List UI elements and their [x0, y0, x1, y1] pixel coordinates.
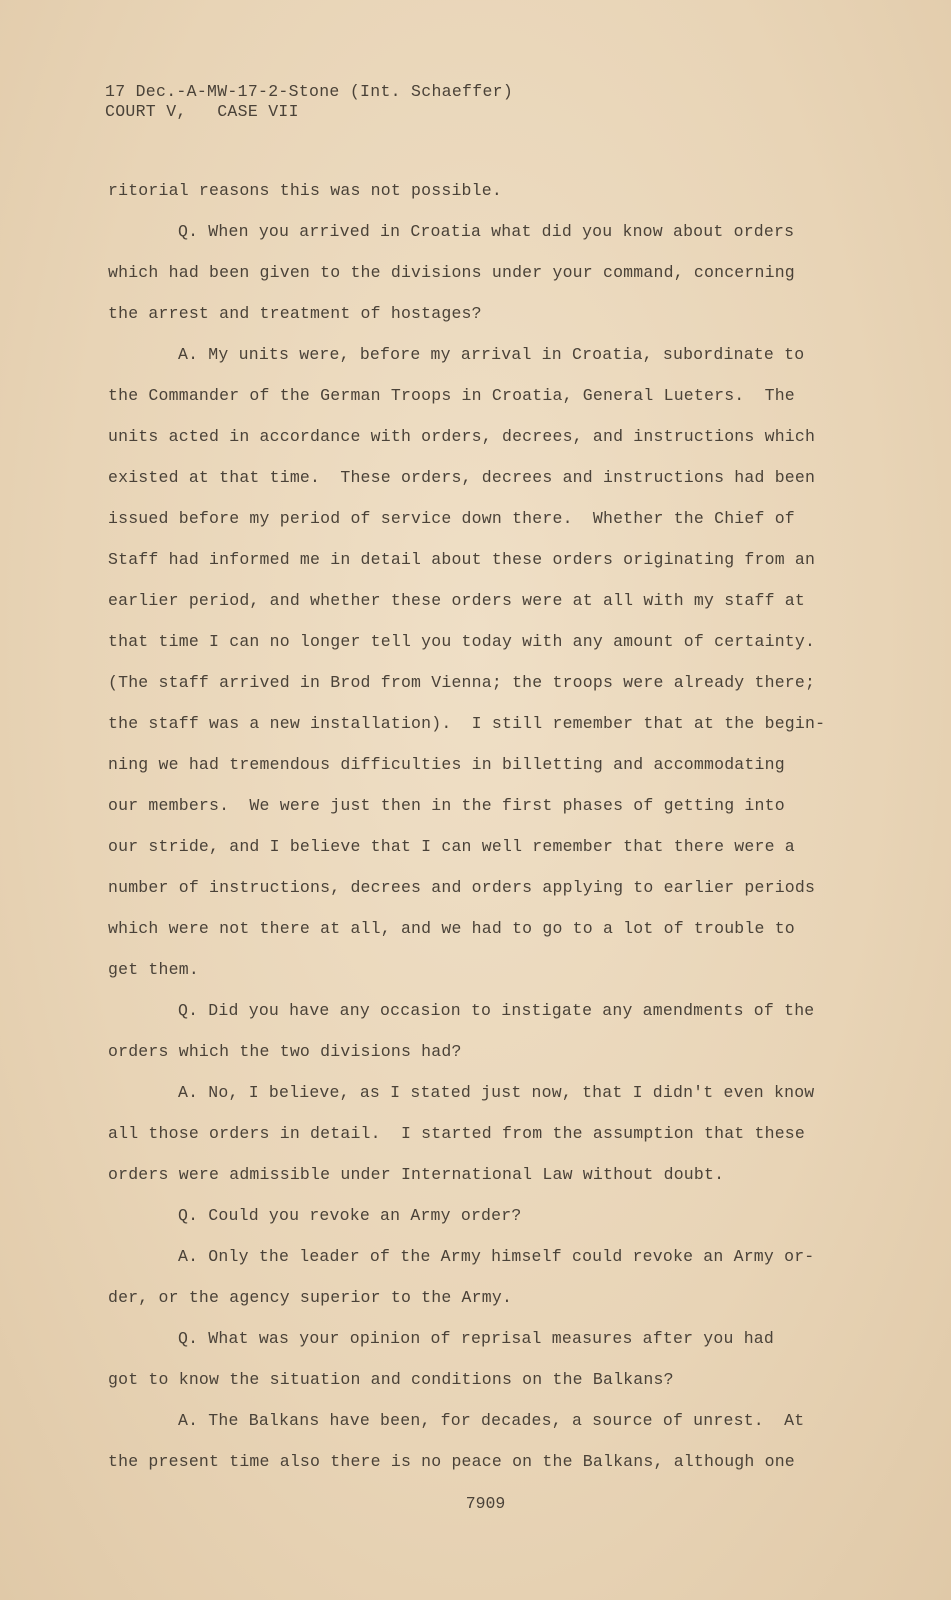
transcript-line: the Commander of the German Troops in Croatia, General Lueters. The — [108, 386, 795, 405]
header-court-case: COURT V, CASE VII — [105, 102, 299, 121]
transcript-line: orders which the two divisions had? — [108, 1042, 462, 1061]
transcript-line: existed at that time. These orders, decrees and instructions had been — [108, 468, 816, 487]
answer-line: A. The Balkans have been, for decades, a source of unrest. At — [178, 1411, 805, 1430]
document-header — [105, 82, 513, 122]
transcript-line: ritorial reasons this was not possible. — [108, 181, 502, 200]
transcript-line: which had been given to the divisions under your command, concerning — [108, 263, 795, 282]
transcript-line: units acted in accordance with orders, decrees, and instructions which — [108, 427, 816, 446]
transcript-line: der, or the agency superior to the Army. — [108, 1288, 513, 1307]
answer-line: A. Only the leader of the Army himself could revoke an Army or- — [178, 1247, 815, 1266]
transcript-line: which were not there at all, and we had to go to a lot of trouble to — [108, 919, 795, 938]
question-line: Q. Did you have any occasion to instigate any amendments of the — [178, 1001, 815, 1020]
transcript-line: issued before my period of service down there. Whether the Chief of — [108, 509, 795, 528]
transcript-line: number of instructions, decrees and orders applying to earlier periods — [108, 878, 816, 897]
transcript-line: that time I can no longer tell you today with any amount of certainty. — [108, 632, 816, 651]
question-line: Q. When you arrived in Croatia what did you know about orders — [178, 222, 795, 241]
transcript-line: orders were admissible under International Law without doubt. — [108, 1165, 725, 1184]
header-reference: 17 Dec.-A-MW-17-2-Stone (Int. Schaeffer) — [105, 82, 514, 101]
transcript-line: Staff had informed me in detail about these orders originating from an — [108, 550, 816, 569]
question-line: Q. What was your opinion of reprisal measures after you had — [178, 1329, 774, 1348]
transcript-line: the present time also there is no peace on the Balkans, although one — [108, 1452, 795, 1471]
transcript-line: ning we had tremendous difficulties in billetting and accommodating — [108, 755, 785, 774]
transcript-line: get them. — [108, 960, 199, 979]
transcript-line: earlier period, and whether these orders were at all with my staff at — [108, 591, 806, 610]
transcript-line: (The staff arrived in Brod from Vienna; the troops were already there; — [108, 673, 816, 692]
answer-line: A. No, I believe, as I stated just now, that I didn't even know — [178, 1083, 815, 1102]
transcript-line: got to know the situation and conditions on the Balkans? — [108, 1370, 674, 1389]
answer-line: A. My units were, before my arrival in Croatia, subordinate to — [178, 345, 805, 364]
transcript-line: the staff was a new installation). I still remember that at the begin- — [108, 714, 826, 733]
page-number: 7909 — [465, 1494, 506, 1513]
question-line: Q. Could you revoke an Army order? — [178, 1206, 522, 1225]
transcript-line: our stride, and I believe that I can well remember that there were a — [108, 837, 795, 856]
transcript-line: the arrest and treatment of hostages? — [108, 304, 482, 323]
transcript-line: all those orders in detail. I started from the assumption that these — [108, 1124, 806, 1143]
transcript-line: our members. We were just then in the first phases of getting into — [108, 796, 785, 815]
transcript-body — [108, 179, 838, 1491]
